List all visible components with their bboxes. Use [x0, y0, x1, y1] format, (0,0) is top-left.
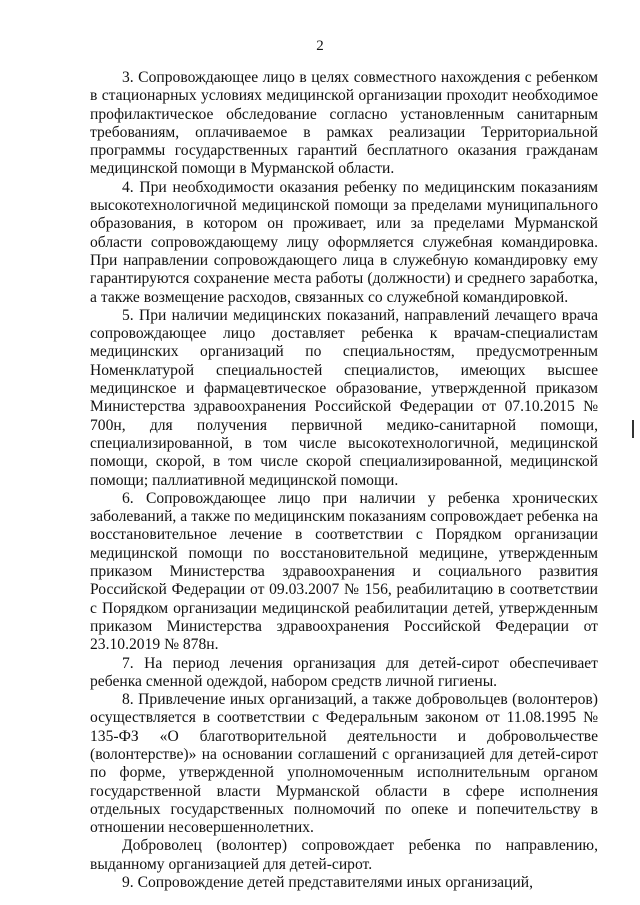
paragraph-3: 3. Сопровождающее лицо в целях совместного нахождения с ребенком в стационарных условиях медицинской организации проходит необходимое профилактическое обследование согласно установленным санитарным требованиям, оплачиваемое в рамках реализации Территориальной программы государственных гарантий бесплатного оказания гражданам медицинской помощи в Мурманской области. [90, 69, 598, 178]
paragraph-7: 7. На период лечения организация для детей-сирот обеспечивает ребенка сменной одеждой, набором средств личной гигиены. [90, 654, 598, 690]
document-body [90, 69, 598, 892]
paragraph-9: 9. Сопровождение детей представителями иных организаций, [122, 874, 533, 892]
paragraph-8: 8. Привлечение иных организаций, а также добровольцев (волонтеров) осуществляется в соответствии с Федеральным законом от 11.08.1995 № 135-ФЗ «О благотворительной деятельности и добровольчестве (волонтерстве)» на основании соглашений с организацией для детей-сирот по форме, утвержденной уполномоченным исполнительным органом государственной власти Мурманской области в сфере исполнения отдельных государственных полномочий по опеке и попечительству в отношении несовершеннолетних. [90, 691, 598, 837]
paragraph-volunteer: Доброволец (волонтер) сопровождает ребенка по направлению, выданному организацией для детей-сирот. [90, 837, 598, 873]
scan-edge-mark [632, 420, 634, 438]
paragraph-5: 5. При наличии медицинских показаний, направлений лечащего врача сопровождающее лицо доставляет ребенка к врачам-специалистам медицинских организаций по специальностям, предусмотренным Номенклатурой специальностей специалистов, имеющих высшее медицинское и фармацевтическое образование, утвержденной приказом Министерства здравоохранения Российской Федерации от 07.10.2015 № 700н, для получения первичной медико-санитарной помощи, специализированной, в том числе высокотехнологичной, медицинской помощи, скорой, в том числе скорой специализированной, медицинской помощи; паллиативной медицинской помощи. [90, 306, 598, 489]
paragraph-4: 4. При необходимости оказания ребенку по медицинским показаниям высокотехнологичной медицинской помощи за пределами муниципального образования, в котором он проживает, или за пределами Мурманской области сопровождающему лицу оформляется служебная командировка. При направлении сопровождающего лица в служебную командировку ему гарантируются сохранение места работы (должности) и среднего заработка, а также возмещение расходов, связанных со служебной командировкой. [90, 178, 598, 306]
paragraph-6: 6. Сопровождающее лицо при наличии у ребенка хронических заболеваний, а также по медицинским показаниям сопровождает ребенка на восстановительное лечение в соответствии с Порядком организации медицинской помощи по восстановительной медицине, утвержденным приказом Министерства здравоохранения и социального развития Российской Федерации от 09.03.2007 № 156, реабилитацию в соответствии с Порядком организации медицинской реабилитации детей, утвержденным приказом Министерства здравоохранения Российской Федерации от 23.10.2019 № 878н. [90, 489, 598, 654]
page-number: 2 [316, 38, 324, 54]
